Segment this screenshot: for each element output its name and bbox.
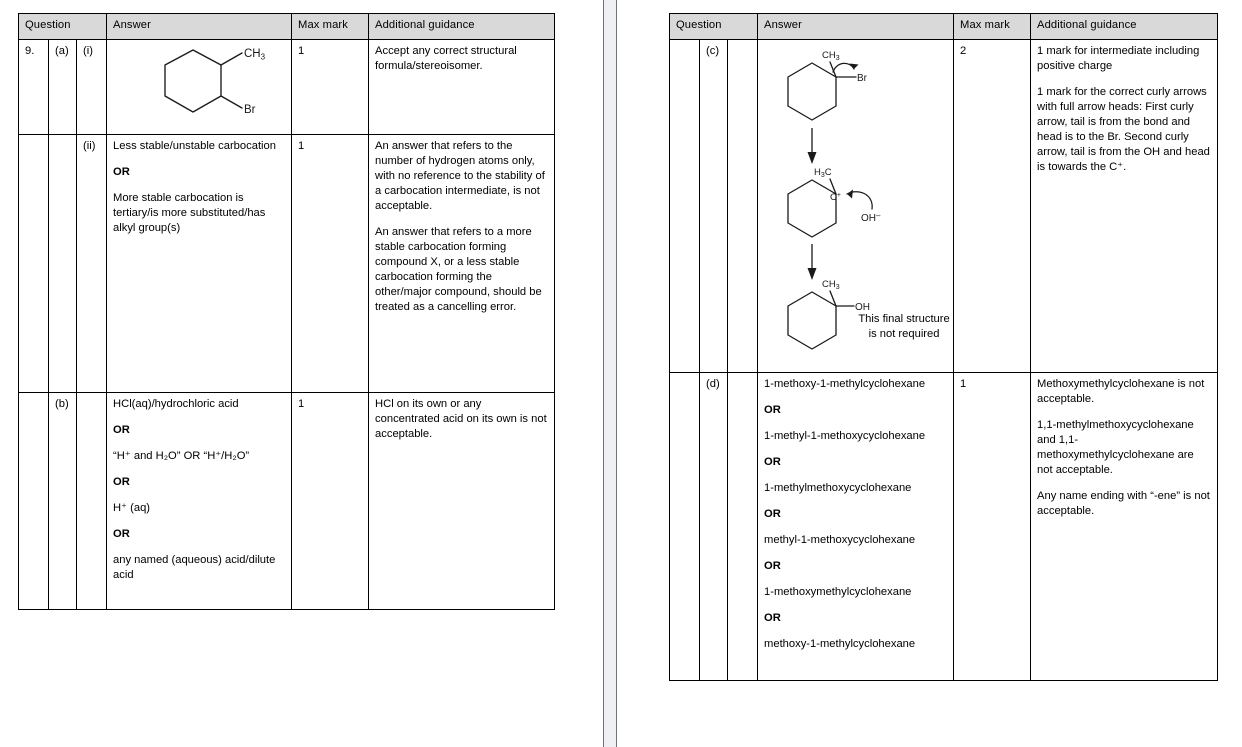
answer-or: OR xyxy=(113,424,130,436)
page-gutter-separator xyxy=(603,0,617,747)
marking-table-left xyxy=(18,13,555,610)
table-row xyxy=(19,393,555,610)
answer-line: “H⁺ and H₂O” OR “H⁺/H₂O” xyxy=(113,450,250,462)
guidance-paragraph: 1,1-methylmethoxycyclohexane and 1,1-methoxymethylcyclohexane are not acceptable. xyxy=(1037,419,1194,476)
svg-text:CH3: $CH_3$ xyxy=(822,279,840,291)
guidance-cell xyxy=(1031,40,1218,373)
table-header-row xyxy=(670,14,1218,40)
header-max-mark: Max mark xyxy=(292,14,369,40)
answer-line: methoxy-1-methylcyclohexane xyxy=(764,638,916,650)
guidance-paragraph: Any name ending with “-ene” is not acceptable. xyxy=(1037,490,1210,517)
answer-or: OR xyxy=(113,476,130,488)
right-page-table-wrapper xyxy=(669,13,1210,681)
header-answer: Answer xyxy=(107,14,292,40)
table-row xyxy=(19,135,555,393)
answer-or: OR xyxy=(764,456,781,468)
svg-text:CH3: $CH_3$ xyxy=(822,50,840,62)
guidance-paragraph: 1 mark for intermediate including positive charge xyxy=(1037,45,1200,72)
guidance-paragraph: HCl on its own or any concentrated acid on its own is not acceptable. xyxy=(375,398,547,440)
question-part: (b) xyxy=(49,393,77,610)
question-number xyxy=(19,393,49,610)
question-subpart xyxy=(728,373,758,681)
answer-cell xyxy=(107,40,292,135)
svg-text:H3C: $H_3C$ xyxy=(814,167,832,179)
max-mark-value: 1 xyxy=(292,40,369,135)
question-subpart: (ii) xyxy=(77,135,107,393)
structure-diagram-bromomethylcyclohexane xyxy=(113,44,285,128)
answer-line: Less stable/unstable carbocation xyxy=(113,140,276,152)
question-part: (d) xyxy=(700,373,728,681)
guidance-cell xyxy=(369,40,555,135)
svg-text:C+: C+ xyxy=(830,192,841,203)
figure-note xyxy=(856,312,952,342)
answer-cell xyxy=(758,40,954,373)
question-subpart: (i) xyxy=(77,40,107,135)
svg-text:Br: Br xyxy=(857,73,868,84)
answer-cell xyxy=(758,373,954,681)
max-mark-value: 1 xyxy=(954,373,1031,681)
header-answer: Answer xyxy=(758,14,954,40)
answer-or: OR xyxy=(764,560,781,572)
answer-line: More stable carbocation is tertiary/is more substituted/has alkyl group(s) xyxy=(113,192,266,234)
question-subpart xyxy=(77,393,107,610)
answer-or: OR xyxy=(113,528,130,540)
answer-or: OR xyxy=(764,404,781,416)
svg-text:OH–: OH– xyxy=(861,211,881,224)
guidance-cell xyxy=(1031,373,1218,681)
answer-line: HCl(aq)/hydrochloric acid xyxy=(113,398,239,410)
answer-cell xyxy=(107,393,292,610)
answer-line: 1-methoxymethylcyclohexane xyxy=(764,586,912,598)
header-additional-guidance: Additional guidance xyxy=(369,14,555,40)
answer-cell xyxy=(107,135,292,393)
guidance-paragraph: An answer that refers to the number of hydrogen atoms only, with no reference to the stability of a carbocation intermediate, is not acceptable. xyxy=(375,140,545,212)
svg-text:OH: OH xyxy=(855,302,871,313)
figure-note-line2: is not required xyxy=(868,328,940,341)
marking-table-right xyxy=(669,13,1218,681)
question-part xyxy=(49,135,77,393)
header-question: Question xyxy=(19,14,107,40)
answer-or: OR xyxy=(764,508,781,520)
header-additional-guidance: Additional guidance xyxy=(1031,14,1218,40)
question-number xyxy=(19,135,49,393)
guidance-paragraph: An answer that refers to a more stable carbocation forming compound X, or a less stable carbocation forming the other/major compound, should be treated as a cancelling error. xyxy=(375,226,542,313)
answer-line: methyl-1-methoxycyclohexane xyxy=(764,534,916,546)
svg-text:CH3: $CH_3$ xyxy=(244,48,266,62)
answer-or: OR xyxy=(764,612,781,624)
answer-or: OR xyxy=(113,166,130,178)
max-mark-value: 1 xyxy=(292,393,369,610)
max-mark-value: 2 xyxy=(954,40,1031,373)
svg-text:Br: Br xyxy=(244,104,256,116)
guidance-cell xyxy=(369,135,555,393)
figure-note-line1: This final structure xyxy=(858,313,950,325)
left-page-table-wrapper xyxy=(18,13,554,610)
header-question: Question xyxy=(670,14,758,40)
question-part: (a) xyxy=(49,40,77,135)
question-number: 9. xyxy=(19,40,49,135)
answer-line: 1-methyl-1-methoxycyclohexane xyxy=(764,430,926,442)
table-row xyxy=(19,40,555,135)
guidance-paragraph: 1 mark for the correct curly arrows with full arrow heads: First curly arrow, tail is from the bond and head is to the Br. Second curly arrow, tail is from the OH and head is towards the C⁺. xyxy=(1037,86,1210,173)
table-row xyxy=(670,40,1218,373)
question-part: (c) xyxy=(700,40,728,373)
guidance-paragraph: Methoxymethylcyclohexane is not acceptable. xyxy=(1037,378,1205,405)
table-row xyxy=(670,373,1218,681)
answer-line: any named (aqueous) acid/dilute acid xyxy=(113,554,276,581)
table-header-row xyxy=(19,14,555,40)
answer-line: 1-methoxy-1-methylcyclohexane xyxy=(764,378,926,390)
header-max-mark: Max mark xyxy=(954,14,1031,40)
question-number xyxy=(670,373,700,681)
answer-line: H⁺ (aq) xyxy=(113,502,151,514)
question-number xyxy=(670,40,700,373)
answer-line: 1-methylmethoxycyclohexane xyxy=(764,482,912,494)
max-mark-value: 1 xyxy=(292,135,369,393)
mechanism-diagram-sn1 xyxy=(764,44,950,366)
question-subpart xyxy=(728,40,758,373)
guidance-cell xyxy=(369,393,555,610)
guidance-paragraph: Accept any correct structural formula/stereoisomer. xyxy=(375,45,517,72)
